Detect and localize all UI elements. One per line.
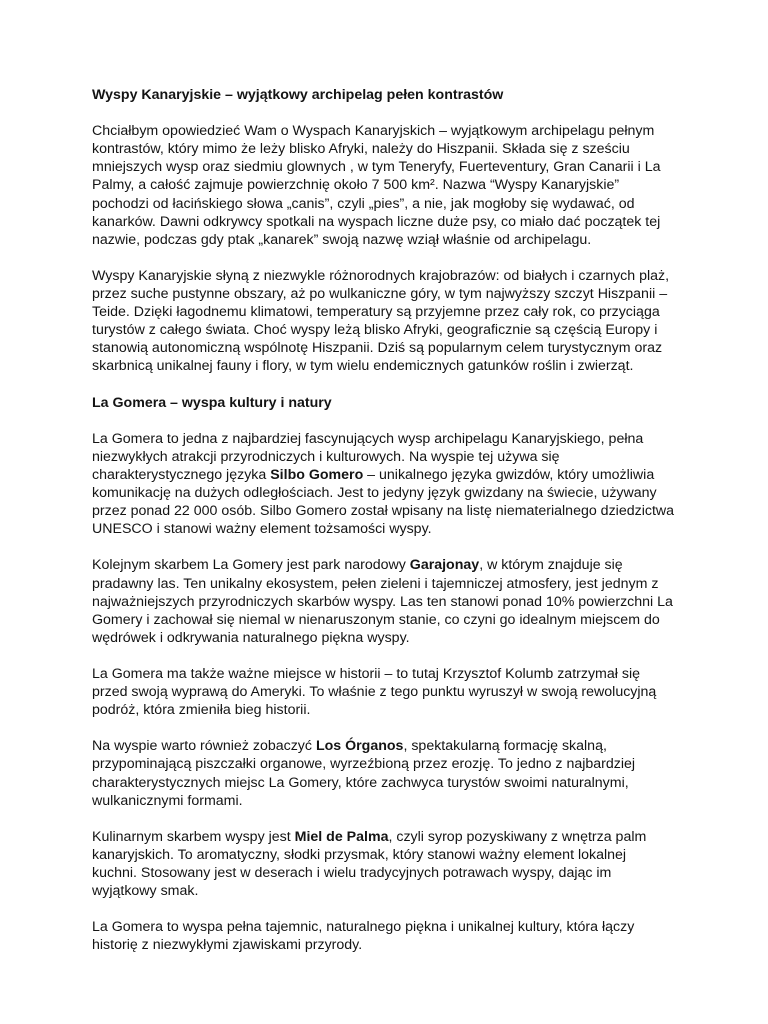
text-line: najważniejszych przyrodniczych skarbów wyspy. Las ten stanowi ponad 10% powierzchni La xyxy=(92,593,673,610)
text-line xyxy=(92,466,692,484)
text-line: wulkanicznymi formami. xyxy=(92,792,243,809)
text-line: stanowią autonomiczną wspólnotę Hiszpanii. Dziś są popularnym celem turystycznym oraz xyxy=(92,340,663,357)
text-line: La Gomera to jedna z najbardziej fascynujących wysp archipelagu Kanaryjskiego, pełna xyxy=(92,430,644,447)
text-line: kuchni. Stosowany jest w deserach i wielu tradycyjnych potrawach wyspy, dając im xyxy=(92,865,612,882)
paragraph-intro xyxy=(92,122,692,249)
text-line: Wyspy Kanaryjskie słyną z niezwykle różnorodnych krajobrazów: od białych i czarnych plaż, xyxy=(92,267,670,284)
text-line: La Gomera to wyspa pełna tajemnic, naturalnego piękna i unikalnej kultury, która łączy xyxy=(92,919,635,936)
text-line: historię z niezwykłymi zjawiskami przyrody. xyxy=(92,937,363,954)
text-line: charakterystycznych miejsc La Gomery, które zachwyca turystów swoimi naturalnymi, xyxy=(92,774,629,791)
paragraph-garajonay xyxy=(92,556,692,646)
text-line: podróż, która zmieniła bieg historii. xyxy=(92,702,311,719)
bold-term: Silbo Gomero xyxy=(270,466,364,483)
text-line: nazwie, podczas gdy ptak „kanarek” swoją nazwę wziął właśnie od archipelagu. xyxy=(92,231,592,248)
text-line: skarbnicą unikalnej fauny i flory, w tym wielu endemicznych gatunków roślin i zwierząt. xyxy=(92,358,634,375)
text-line: Gomery i zachował się niemal w nienaruszonym stanie, co czyni go idealnym miejscem do xyxy=(92,611,660,628)
paragraph-columbus xyxy=(92,665,692,719)
text-line xyxy=(92,556,692,574)
text-line: wyjątkowy smak. xyxy=(92,883,199,900)
text-line xyxy=(92,737,692,755)
text-line xyxy=(92,828,692,846)
text-line: Teide. Dzięki łagodnemu klimatowi, temperatury są przyjemne przez cały rok, co przyciąga xyxy=(92,304,660,321)
text-run: – unikalnego języka gwizdów, który umożliwia xyxy=(363,466,655,483)
text-run: , w którym znajduje się xyxy=(479,557,623,574)
text-line: turystów z całego świata. Choć wyspy leżą blisko Afryki, geograficznie są częścią Europy i xyxy=(92,322,658,339)
text-line: kanaryjskich. To aromatyczny, słodki przysmak, który stanowi ważny element lokalnej xyxy=(92,846,627,863)
text-line: La Gomera ma także ważne miejsce w historii – to tutaj Krzysztof Kolumb zatrzymał się xyxy=(92,666,640,682)
text-run: , spektakularną formację skalną, xyxy=(403,738,607,755)
text-run: Kulinarnym skarbem wyspy jest xyxy=(92,828,295,845)
bold-term: Los Órganos xyxy=(315,738,404,755)
paragraph-silbo-gomero xyxy=(92,430,692,539)
text-run: , czyli syrop pozyskiwany z wnętrza palm xyxy=(388,828,647,845)
document-page xyxy=(92,86,692,955)
text-line: UNESCO i stanowi ważny element tożsamości wyspy. xyxy=(92,521,432,538)
text-line: Chciałbym opowiedzieć Wam o Wyspach Kanaryjskich – wyjątkowym archipelagu pełnym xyxy=(92,123,655,140)
paragraph-miel-de-palma xyxy=(92,828,692,900)
bold-term: Miel de Palma xyxy=(294,828,389,845)
text-line: kanarków. Dawni odkrywcy spotkali na wyspach liczne duże psy, co miało dać początek tej xyxy=(92,213,661,230)
text-line: przypominającą piszczałki organowe, wyrzeźbioną przez erozję. To jedno z najbardziej xyxy=(92,756,636,773)
text-line: niezwykłych atrakcji przyrodniczych i kulturowych. Na wyspie tej używa się xyxy=(92,448,560,465)
text-line: przed swoją wyprawą do Ameryki. To właśnie z tego punktu wyruszył w swoją rewolucyjną xyxy=(92,684,657,701)
text-line: wędrówek i odkrywania naturalnego piękna wyspy. xyxy=(92,629,410,646)
text-line: mniejszych wysp oraz siedmiu glownych , w tym Teneryfy, Fuerteventury, Gran Canarii i La xyxy=(92,159,661,176)
text-line: kontrastów, który mimo że leży blisko Afryki, należy do Hiszpanii. Składa się z sześciu xyxy=(92,141,630,158)
document-title: Wyspy Kanaryjskie – wyjątkowy archipelag pełen kontrastów xyxy=(92,87,504,103)
text-run: Na wyspie warto również zobaczyć xyxy=(92,738,316,755)
section-subtitle: La Gomera – wyspa kultury i natury xyxy=(92,394,332,411)
text-run: charakterystycznego języka xyxy=(92,466,271,483)
paragraph-los-organos xyxy=(92,737,692,809)
bold-term: Garajonay xyxy=(409,557,480,574)
text-run: Kolejnym skarbem La Gomery jest park narodowy xyxy=(92,557,410,574)
paragraph-conclusion xyxy=(92,918,692,954)
text-line: komunikację na dużych odległościach. Jest to jedyny język gwizdany na świecie, używany xyxy=(92,485,657,502)
text-line: przez suche pustynne obszary, aż po wulkaniczne góry, w tym najwyższy szczyt Hiszpanii – xyxy=(92,286,668,303)
text-line: przez ponad 22 000 osób. Silbo Gomero został wpisany na listę niematerialnego dziedzictwa xyxy=(92,503,675,520)
text-line: pochodzi od łacińskiego słowa „canis”, czyli „pies”, a nie, jak mogłoby się wydawać, od xyxy=(92,195,635,212)
paragraph-landscapes xyxy=(92,267,692,376)
text-line: Palmy, a całość zajmuje powierzchnię około 7 500 km². Nazwa “Wyspy Kanaryjskie” xyxy=(92,177,620,194)
text-line: pradawny las. Ten unikalny ekosystem, pełen zieleni i tajemniczej atmosfery, jest jednym z xyxy=(92,575,659,592)
